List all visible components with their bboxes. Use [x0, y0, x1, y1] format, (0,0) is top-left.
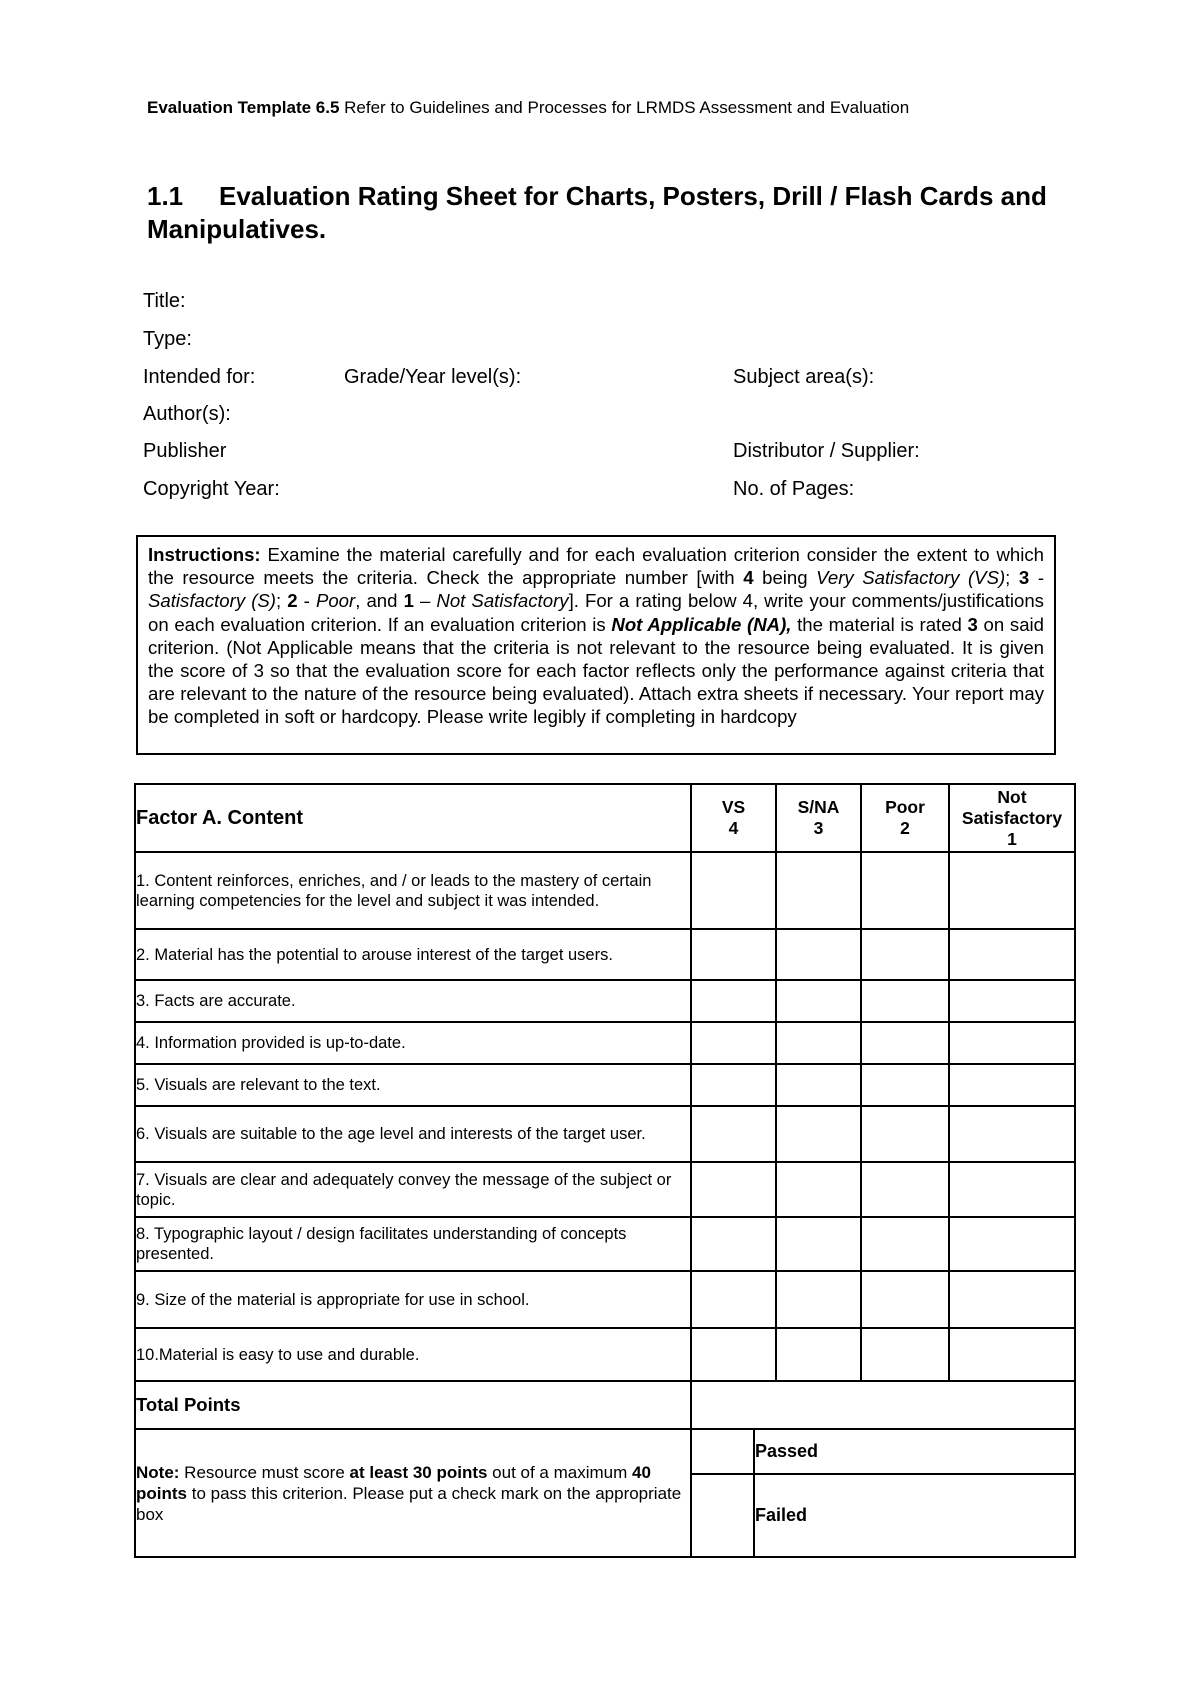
table-row — [135, 1106, 1075, 1162]
rating-cell-sna[interactable] — [776, 1106, 861, 1162]
criterion-7: 7. Visuals are clear and adequately convey the message of the subject or topic. — [135, 1162, 691, 1217]
grade-level-field: Grade/Year level(s): — [344, 366, 522, 388]
rating-cell-poor[interactable] — [861, 1217, 949, 1271]
section-title-text: Evaluation Rating Sheet for Charts, Posters, Drill / Flash Cards and Manipulatives. — [147, 181, 1047, 244]
failed-checkbox[interactable] — [691, 1474, 754, 1557]
rating-cell-sna[interactable] — [776, 1271, 861, 1328]
rating-cell-poor[interactable] — [861, 929, 949, 980]
template-reference: Refer to Guidelines and Processes for LRMDS Assessment and Evaluation — [339, 98, 910, 117]
rating-cell-poor[interactable] — [861, 1328, 949, 1381]
table-row — [135, 852, 1075, 929]
instructions-label: Instructions: — [148, 544, 261, 565]
copyright-year-field: Copyright Year: — [143, 478, 280, 500]
rating-cell-vs[interactable] — [691, 852, 776, 929]
rating-cell-poor[interactable] — [861, 1064, 949, 1106]
rating-cell-sna[interactable] — [776, 980, 861, 1022]
title-field: Title: — [143, 290, 186, 312]
rating-cell-vs[interactable] — [691, 1022, 776, 1064]
rating-cell-ns[interactable] — [949, 1217, 1075, 1271]
vs-column-header: VS 4 — [691, 784, 776, 852]
criterion-5: 5. Visuals are relevant to the text. — [135, 1064, 691, 1106]
rating-cell-vs[interactable] — [691, 1162, 776, 1217]
rating-cell-sna[interactable] — [776, 1022, 861, 1064]
rating-cell-sna[interactable] — [776, 1328, 861, 1381]
table-row — [135, 1022, 1075, 1064]
rating-cell-poor[interactable] — [861, 980, 949, 1022]
rating-cell-ns[interactable] — [949, 980, 1075, 1022]
header-row — [135, 784, 1075, 852]
criterion-9: 9. Size of the material is appropriate for use in school. — [135, 1271, 691, 1328]
rating-cell-sna[interactable] — [776, 929, 861, 980]
rating-cell-ns[interactable] — [949, 1106, 1075, 1162]
rating-cell-vs[interactable] — [691, 1271, 776, 1328]
rating-cell-ns[interactable] — [949, 1064, 1075, 1106]
rating-cell-poor[interactable] — [861, 1162, 949, 1217]
table-row — [135, 1271, 1075, 1328]
rating-cell-sna[interactable] — [776, 852, 861, 929]
table-row — [135, 929, 1075, 980]
distributor-field: Distributor / Supplier: — [733, 440, 920, 462]
rating-cell-ns[interactable] — [949, 852, 1075, 929]
table-row — [135, 1217, 1075, 1271]
pages-field: No. of Pages: — [733, 478, 855, 500]
passed-checkbox[interactable] — [691, 1429, 754, 1474]
evaluation-table — [134, 783, 1076, 1558]
rating-cell-ns[interactable] — [949, 1162, 1075, 1217]
table-row — [135, 1162, 1075, 1217]
criterion-6: 6. Visuals are suitable to the age level and interests of the target user. — [135, 1106, 691, 1162]
criterion-4: 4. Information provided is up-to-date. — [135, 1022, 691, 1064]
pass-note: Note: Resource must score at least 30 points out of a maximum 40 points to pass this criterion. Please put a check mark on the appropriate box — [135, 1429, 691, 1557]
subject-area-field: Subject area(s): — [733, 366, 875, 388]
total-row — [135, 1381, 1075, 1429]
rating-cell-vs[interactable] — [691, 1106, 776, 1162]
rating-cell-sna[interactable] — [776, 1064, 861, 1106]
rating-cell-poor[interactable] — [861, 852, 949, 929]
rating-cell-poor[interactable] — [861, 1271, 949, 1328]
rating-cell-vs[interactable] — [691, 929, 776, 980]
rating-cell-ns[interactable] — [949, 1022, 1075, 1064]
rating-cell-vs[interactable] — [691, 1217, 776, 1271]
rating-cell-ns[interactable] — [949, 1271, 1075, 1328]
total-points-cell[interactable] — [691, 1381, 1075, 1429]
table-row — [135, 980, 1075, 1022]
rating-cell-vs[interactable] — [691, 1328, 776, 1381]
rating-cell-vs[interactable] — [691, 1064, 776, 1106]
instructions-box: Instructions: Examine the material carefully and for each evaluation criterion consider the extent to which the resource meets the criteria. Check the appropriate number [with 4 being Very Satisfactory (VS); 3 - Satisfactory (S); 2 - Poor, and 1 – Not Satisfactory]. For a rating below 4, write your comments/justifications on each evaluation criterion. If an evaluation criterion is Not Applicable (NA), the material is rated 3 on said criterion. (Not Applicable means that the criteria is not relevant to the resource being evaluated. It is given the score of 3 so that the evaluation score for each factor reflects only the performance against criteria that are relevant to the nature of the resource being evaluated). Attach extra sheets if necessary. Your report may be completed in soft or hardcopy. Please write legibly if completing in hardcopy — [136, 535, 1056, 755]
table-row — [135, 1064, 1075, 1106]
rating-cell-poor[interactable] — [861, 1106, 949, 1162]
template-label: Evaluation Template 6.5 — [147, 98, 340, 117]
authors-field: Author(s): — [143, 403, 231, 425]
rating-cell-ns[interactable] — [949, 929, 1075, 980]
publisher-field: Publisher — [143, 440, 227, 462]
total-points-label: Total Points — [135, 1381, 691, 1429]
factor-header: Factor A. Content — [135, 784, 691, 852]
criterion-10: 10.Material is easy to use and durable. — [135, 1328, 691, 1381]
rating-cell-sna[interactable] — [776, 1217, 861, 1271]
type-field: Type: — [143, 328, 192, 350]
criterion-3: 3. Facts are accurate. — [135, 980, 691, 1022]
criterion-2: 2. Material has the potential to arouse interest of the target users. — [135, 929, 691, 980]
passed-row — [135, 1429, 1075, 1474]
document-header — [147, 98, 909, 118]
criterion-8: 8. Typographic layout / design facilitates understanding of concepts presented. — [135, 1217, 691, 1271]
rating-cell-vs[interactable] — [691, 980, 776, 1022]
section-number: 1.1 — [147, 181, 184, 211]
section-title — [147, 180, 1047, 246]
sna-column-header: S/NA 3 — [776, 784, 861, 852]
failed-label: Failed — [754, 1474, 1075, 1557]
not-satisfactory-column-header: Not Satisfactory 1 — [949, 784, 1075, 852]
criterion-1: 1. Content reinforces, enriches, and / or leads to the mastery of certain learning competencies for the level and subject it was intended. — [135, 852, 691, 929]
rating-cell-ns[interactable] — [949, 1328, 1075, 1381]
passed-label: Passed — [754, 1429, 1075, 1474]
rating-cell-sna[interactable] — [776, 1162, 861, 1217]
poor-column-header: Poor 2 — [861, 784, 949, 852]
intended-for-field: Intended for: — [143, 366, 256, 388]
table-row — [135, 1328, 1075, 1381]
rating-cell-poor[interactable] — [861, 1022, 949, 1064]
